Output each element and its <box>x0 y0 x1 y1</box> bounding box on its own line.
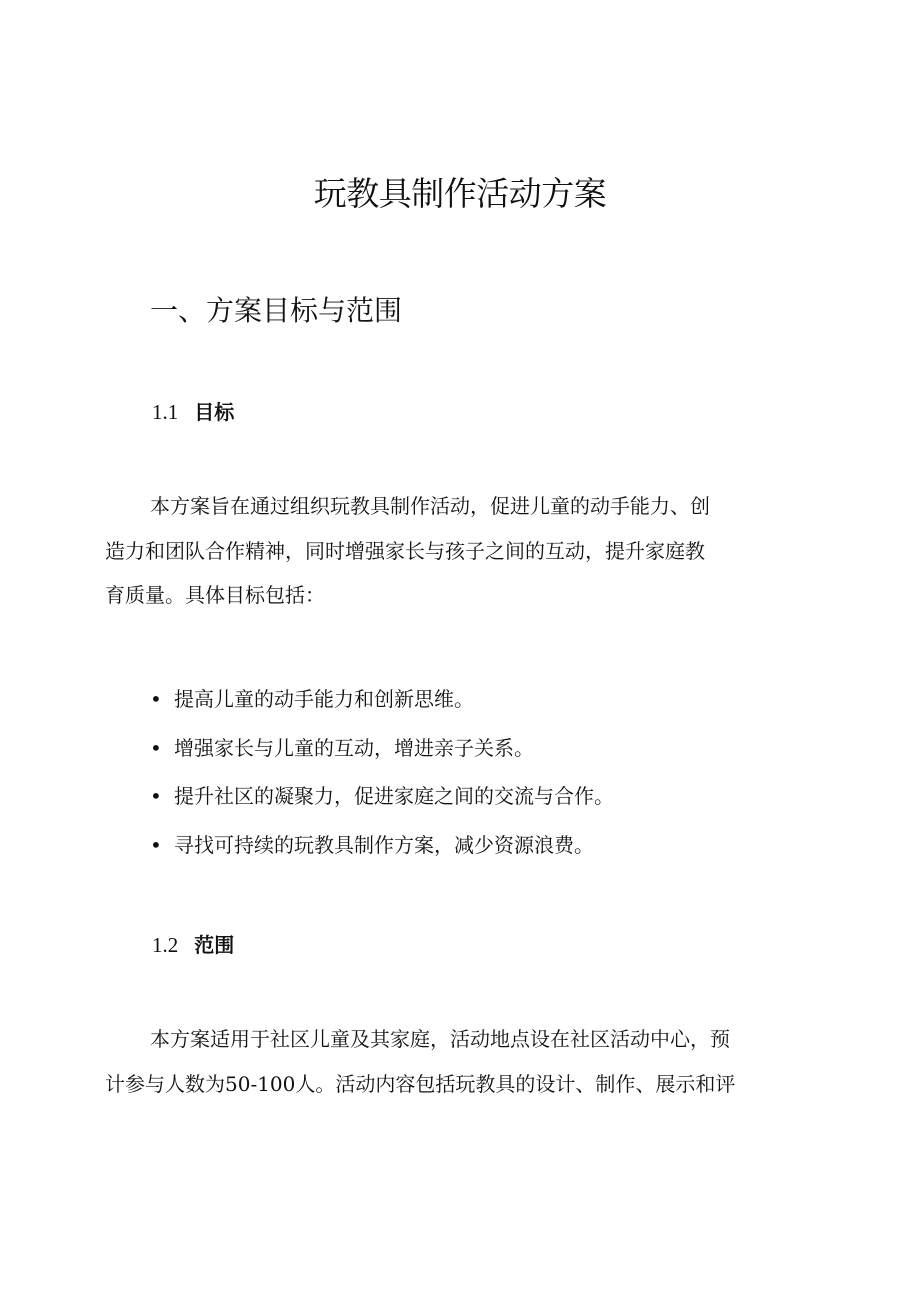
goals-paragraph <box>105 484 817 618</box>
subheading-text: 目标 <box>194 400 235 424</box>
bullet-icon: • <box>150 832 162 857</box>
list-item-text: 提升社区的凝聚力，促进家庭之间的交流与合作。 <box>174 784 614 808</box>
subheading-number: 1.1 <box>152 400 179 424</box>
paragraph-line: 育质量。具体目标包括： <box>105 583 325 607</box>
subheading-text: 范围 <box>194 933 235 957</box>
list-item <box>150 675 614 724</box>
list-item <box>150 772 614 821</box>
section-heading-goals-scope: 一、方案目标与范围 <box>150 294 403 327</box>
subheading-goals <box>152 398 234 426</box>
list-item-text: 寻找可持续的玩教具制作方案，减少资源浪费。 <box>174 832 594 857</box>
list-item-text: 增强家长与儿童的互动，增进亲子关系。 <box>174 735 534 760</box>
paragraph-line: 本方案适用于社区儿童及其家庭，活动地点设在社区活动中心，预 <box>150 1027 730 1051</box>
goals-bullet-list <box>150 675 614 869</box>
list-item-text: 提高儿童的动手能力和创新思维。 <box>174 687 474 711</box>
document-title: 玩教具制作活动方案 <box>313 174 607 213</box>
bullet-icon: • <box>150 784 162 808</box>
bullet-icon: • <box>150 735 162 760</box>
list-item <box>150 724 614 773</box>
paragraph-line: 本方案旨在通过组织玩教具制作活动，促进儿童的动手能力、创 <box>150 494 710 518</box>
subheading-scope <box>152 931 234 959</box>
paragraph-line: 计参与人数为50-100人。活动内容包括玩教具的设计、制作、展示和评 <box>105 1071 736 1096</box>
subheading-number: 1.2 <box>152 933 179 957</box>
list-item <box>150 821 614 870</box>
bullet-icon: • <box>150 687 162 711</box>
paragraph-line: 造力和团队合作精神，同时增强家长与孩子之间的互动，提升家庭教 <box>105 538 705 563</box>
scope-paragraph <box>105 1017 817 1106</box>
